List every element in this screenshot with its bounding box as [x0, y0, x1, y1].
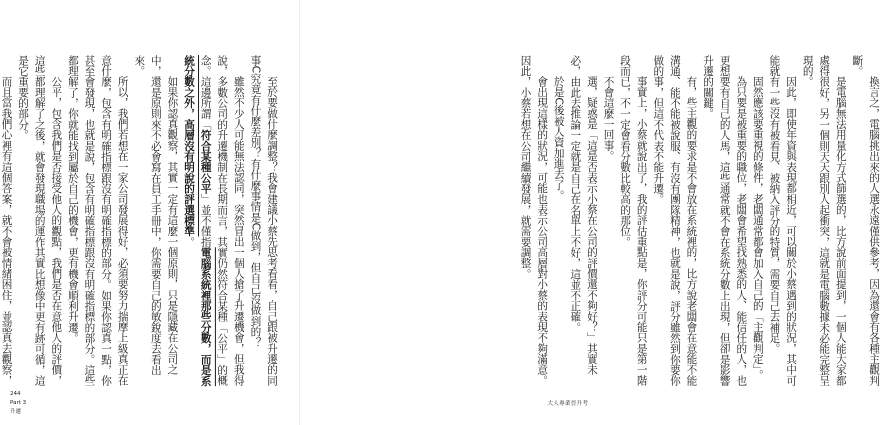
text-run: 因此，即使年資與表現都相近，可以關於小蔡遇到的狀況，其中可能就有一些沒有被看見、被納入評分的特質，需要自己去補足。 [768, 55, 798, 386]
text-run: 事實上，小蔡就說出了，我的評估重點是，你評分可能只是第一階段而已，不一定會看分數比較高的那位。 [619, 55, 648, 386]
text-run: 換言之，電腦挑出來的人選永遠僅供參考，因為還會有各種主觀判斷。 [851, 55, 880, 386]
right-page [300, 0, 880, 425]
left-page [0, 0, 300, 425]
text-run: 電腦系統裡那些分數，而是系統分數之外，高層沒有明說的評選標準 [183, 55, 212, 387]
text-run: 如果你認真觀察，其實一定有這麼一個原則，只是隱藏在公司之中，還是原則來不必會寫在員工手冊中，你需要自己的敏銳度去看出來。 [133, 55, 179, 376]
text-run: 所以，我們若想在一家公司發展得好，必須要努力揣摩上級真正在意什麼，包含有明確指標跟沒有明確指標的部分。如果你認真一點，你甚至會發現，也就是說，包含有明確指標跟沒有明確指標的部分。這些都理解了，你就能找到屬於自己的機會，更有機會順利升遷。 [66, 55, 129, 387]
paragraph [600, 55, 617, 387]
text-run: 至於要做什麼調整？我會建議小蔡先思考看看，自己跟被升遷的同事C究竟有什麼差別？有什麼事情是C做到，但自己沒做到的？ [249, 55, 278, 386]
text-run: 雖然不少人可能無法認同，突然冒出一個人搶了升遷機會，但我得說，多數公司的升遷機制在長期而言，其實仍然符合某種「公平」的概念。這邊所謂「 [199, 55, 245, 387]
text-run: 會出現這樣的狀況，可能也表示公司高層對小蔡的表現不夠滿意。因此，小蔡若想在公司繼續發展，就需要調整。 [519, 55, 549, 386]
running-title: 大人專業晉升考 [547, 401, 588, 407]
text-run: 為只要是被重要的職位，老闆會希望找熟悉的人、能信任的人，也更想要有自己的人馬，這些通常就不會在系統分數上出現，但卻是影響升遷的關鍵。 [702, 55, 748, 387]
text-run: 於是C後被人資加進去了。 [552, 76, 565, 202]
text-run: 符合某種公平 [199, 129, 212, 194]
paragraph [567, 55, 600, 387]
paragraph [749, 55, 766, 387]
paragraph [517, 55, 550, 387]
paragraph [550, 55, 567, 387]
paragraph [131, 55, 181, 387]
paragraph [699, 55, 749, 387]
text-run: 固然應該要重視的條件，老闆通常都會加入自己的「主觀判定」。 [751, 76, 764, 381]
paragraph [849, 55, 882, 387]
text-run: 」並不僅指 [199, 193, 212, 248]
text-run: 不會這麼一回事。 [602, 76, 615, 162]
paragraph [64, 55, 130, 387]
text-run: 選，疑惑是「這是否表示小蔡在公司的評價還不夠好？」其實未必，由此去推論一定就是自己在名單上不好，這並不正確。 [569, 55, 598, 376]
paragraph [650, 55, 700, 387]
left-page-body [0, 55, 280, 387]
paragraph [766, 55, 799, 387]
paragraph [15, 55, 65, 387]
left-page-folio [10, 390, 26, 417]
paragraph [799, 55, 849, 387]
text-run: 是電腦無法用量化方式篩選的，比方說前面提到，一個人能大家都處得很好，另一個則天天跟別人起衝突，這就是電腦數據未必能完整呈現的。 [801, 55, 847, 387]
paragraph [617, 55, 650, 387]
text-run: 公平，包含我們是否接受他人的觀點，我們是否在意他人的評價，這些都理解了之後，就會發現職場的運作其實比想像中更有跡可循，這是它重要的部分。 [17, 55, 63, 387]
paragraph [247, 55, 280, 387]
text-run: 而且當我們心裡有這個答案，就不會被情緒困住，並認真去觀察， [0, 76, 13, 386]
paragraph [0, 55, 15, 387]
text-run: 有，些主觀的要求是不會放在系統裡的，比方說老闆會在意能不能溝通、能不能被說服、有沒有團隊精神，也就是說，評分雖然到你要你做的事，但這不代表不能升遷。 [652, 55, 698, 387]
right-page-body [519, 55, 882, 387]
page-number: 244 [10, 391, 21, 397]
part-label: Part 3 [10, 400, 27, 406]
paragraph [180, 55, 246, 387]
text-run: 。 [183, 236, 196, 248]
section-label: 升遷 [10, 409, 22, 415]
